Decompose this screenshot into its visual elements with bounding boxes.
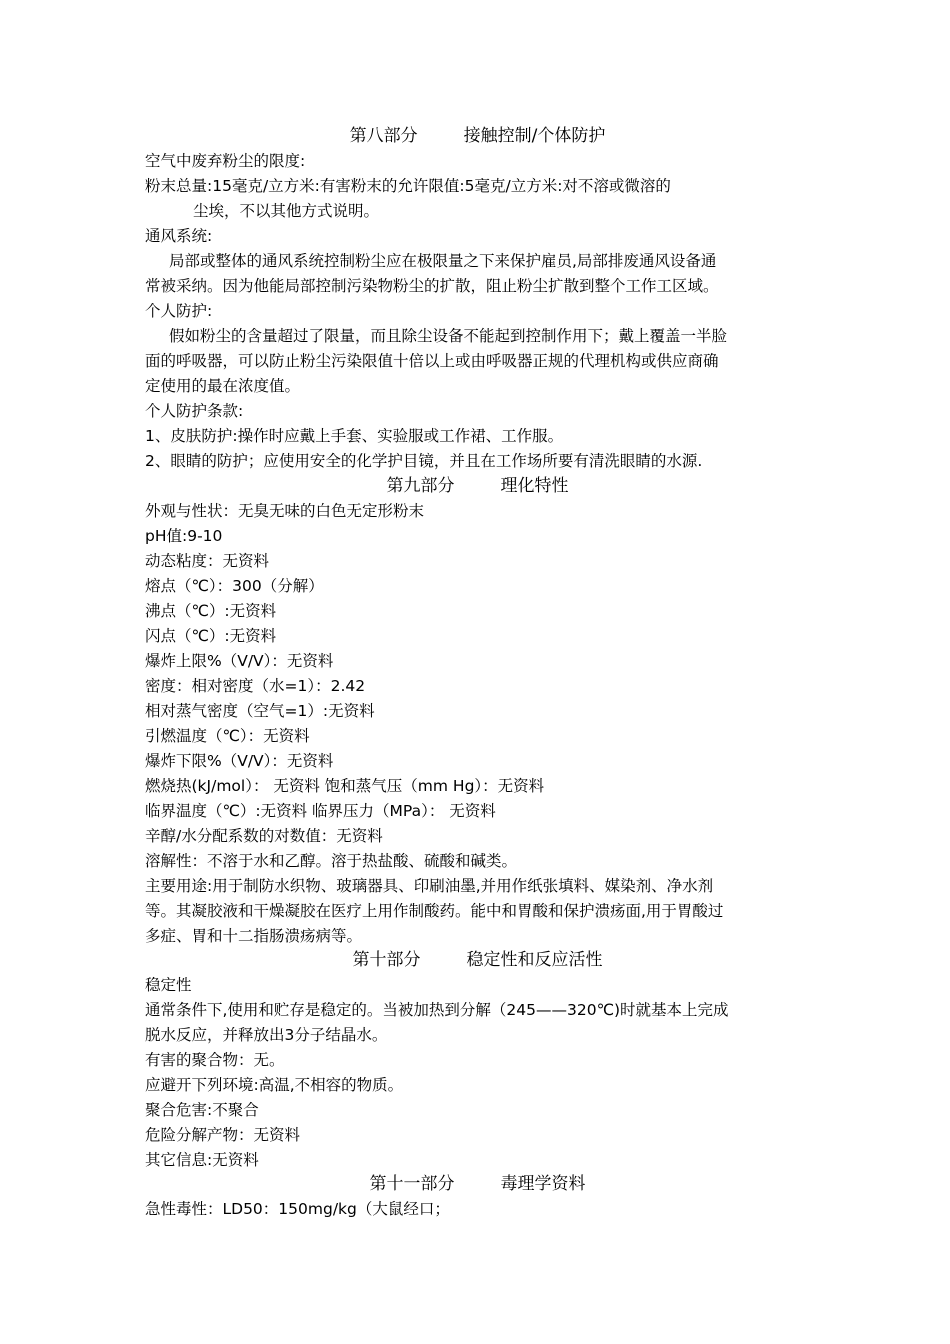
section-8-part: 第八部分 <box>349 126 418 146</box>
text-line: 等。其凝胶液和干燥凝胶在医疗上用作制酸药。能中和胃酸和保护溃疡面,用于胃酸过 <box>145 902 724 920</box>
text-line: 急性毒性：LD50：150mg/kg（大鼠经口； <box>145 1200 450 1218</box>
section-9-heading <box>145 474 810 499</box>
section-8-heading <box>145 124 810 149</box>
text-line: 多症、胃和十二指肠溃疡病等。 <box>145 927 363 945</box>
text-line: 闪点（℃）:无资料 <box>145 627 277 645</box>
text-line: 有害的聚合物：无。 <box>145 1051 285 1069</box>
text-line: 熔点（℃）：300（分解） <box>145 577 324 595</box>
text-line: 定使用的最在浓度值。 <box>145 377 301 395</box>
text-line: 尘埃，不以其他方式说明。 <box>193 202 380 220</box>
text-line: 局部或整体的通风系统控制粉尘应在极限量之下来保护雇员,局部排废通风设备通 <box>169 252 717 270</box>
text-line: 其它信息:无资料 <box>145 1151 259 1169</box>
text-line: 密度：相对密度（水=1）：2.42 <box>145 677 366 695</box>
text-line: 个人防护条款: <box>145 402 244 420</box>
text-line: 粉末总量:15毫克/立方米:有害粉末的允许限值:5毫克/立方米:对不溶或微溶的 <box>145 177 671 195</box>
text-line: 应避开下列环境:高温,不相容的物质。 <box>145 1076 404 1094</box>
text-line: 主要用途:用于制防水织物、玻璃器具、印刷油墨,并用作纸张填料、媒染剂、净水剂 <box>145 877 714 895</box>
text-line: 假如粉尘的含量超过了限量，而且除尘设备不能起到控制作用下；戴上覆盖一半脸 <box>169 327 728 345</box>
text-line: 危险分解产物：无资料 <box>145 1126 301 1144</box>
section-11-heading <box>145 1172 810 1197</box>
section-9-title: 理化特性 <box>500 476 569 496</box>
text-line: 爆炸下限%（V/V）：无资料 <box>145 752 334 770</box>
text-line: 外观与性状：无臭无味的白色无定形粉末 <box>145 502 425 520</box>
section-11-title: 毒理学资料 <box>500 1174 586 1194</box>
text-line: 辛醇/水分配系数的对数值：无资料 <box>145 827 383 845</box>
section-10-title: 稳定性和反应活性 <box>466 950 603 970</box>
text-line: 溶解性：不溶于水和乙醇。溶于热盐酸、硫酸和碱类。 <box>145 852 518 870</box>
section-11-part: 第十一部分 <box>369 1174 455 1194</box>
text-line: 2、眼睛的防护；应使用安全的化学护目镜，并且在工作场所要有清洗眼睛的水源. <box>145 452 703 470</box>
text-line: 空气中废弃粉尘的限度: <box>145 152 306 170</box>
section-10-heading <box>145 948 810 973</box>
text-line: 燃烧热(kJ/mol）： 无资料 饱和蒸气压（mm Hg）：无资料 <box>145 777 545 795</box>
text-line: 面的呼吸器，可以防止粉尘污染限值十倍以上或由呼吸器正规的代理机构或供应商确 <box>145 352 719 370</box>
text-line: 通常条件下,使用和贮存是稳定的。当被加热到分解（245——320℃)时就基本上完成 <box>145 1001 729 1019</box>
section-8-title: 接触控制/个体防护 <box>463 126 606 146</box>
text-line: 稳定性 <box>145 976 192 994</box>
section-10-part: 第十部分 <box>352 950 421 970</box>
text-line: 爆炸上限%（V/V）：无资料 <box>145 652 334 670</box>
text-line: 1、皮肤防护:操作时应戴上手套、实验服或工作裙、工作服。 <box>145 427 564 445</box>
text-line: 沸点（℃）:无资料 <box>145 602 277 620</box>
text-line: 脱水反应，并释放出3分子结晶水。 <box>145 1026 388 1044</box>
text-line: 相对蒸气密度（空气=1）:无资料 <box>145 702 375 720</box>
text-line: 个人防护: <box>145 302 213 320</box>
text-line: 通风系统: <box>145 227 213 245</box>
section-9-part: 第九部分 <box>386 476 455 496</box>
text-line: 临界温度（℃）:无资料 临界压力（MPa）： 无资料 <box>145 802 496 820</box>
text-line: 常被采纳。因为他能局部控制污染物粉尘的扩散，阻止粉尘扩散到整个工作工区域。 <box>145 277 719 295</box>
text-line: 动态粘度：无资料 <box>145 552 270 570</box>
text-line: 聚合危害:不聚合 <box>145 1101 259 1119</box>
text-line: pH值:9-10 <box>145 527 223 545</box>
text-line: 引燃温度（℃）：无资料 <box>145 727 310 745</box>
